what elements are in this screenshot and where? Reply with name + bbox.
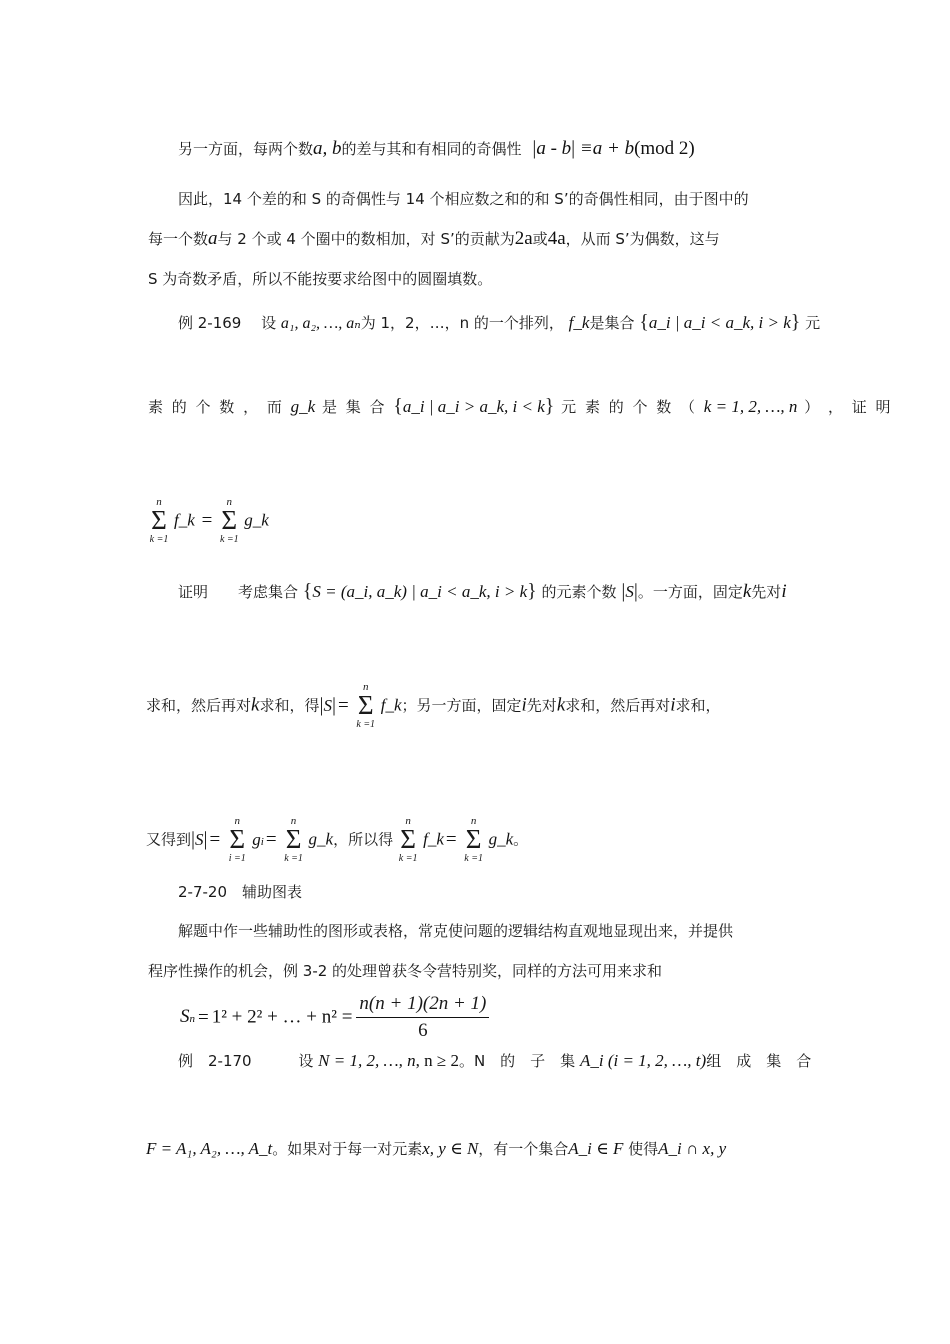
text-fragment: 元 [805,314,821,332]
math-f-k: f_k [568,313,590,332]
text-fragment: 求和，然后再对 [565,696,671,715]
example-label: 例 2-170 [178,1052,252,1070]
math-abs-S: |S| [621,580,638,602]
math-a-b: a, b [313,138,342,159]
math-f-k: f_k [380,695,402,715]
math-set-S: {S = (a_i, a_k) | a_i < a_k, i > k} [302,580,537,602]
text-fragment: 元 素 的 个 数 （ [561,398,698,416]
sum-upper: n [405,815,411,827]
sum-upper: n [226,496,233,508]
math-S: S [195,829,204,849]
text-fragment: 使得 [628,1140,659,1158]
text-fragment: 是集合 [589,314,635,332]
proof-label: 证明 考虑集合 [178,583,299,601]
text-fragment: ，有一个集合 [478,1140,569,1158]
text-fragment: 设 [298,1052,314,1070]
math-A-i: A_i (i = 1, 2, …, t) [579,1051,707,1070]
summation: n Σ k =1 [395,815,421,865]
equation-sum-f-eq-sum-g: n Σ k =1 f_k = n Σ k =1 g_k [144,496,269,546]
math-g-k: g_k [290,397,316,416]
summation: n Σ k =1 [281,815,307,865]
sum-lower: k =1 [464,853,483,864]
math-2a: 2a [514,228,533,249]
math-set-g: {a_i | a_i > a_k, i < k} [393,395,555,417]
equation-sum-of-squares: Sn = 1² + 2² + … + n² = $\frac{n(n + 1)(2n + 1)}{6}$ [180,993,493,1042]
text-line: 解题中作一些辅助性的图形或表格，常克使问题的逻辑结构直观地显现出来，并提供 [178,922,734,940]
math-g-k: g_k [244,510,269,530]
math-abs-S: |S| [319,693,336,716]
math-k-range: k = 1, 2, …, n [703,397,798,416]
fraction [356,993,489,1042]
math-set-g-body: a_i | a_i > a_k, i < k [402,397,545,416]
math-S: S [625,582,634,601]
text-fragment: ，所以得 [333,830,394,849]
math-k: k [742,581,752,602]
text-fragment: 。一方面，固定 [637,583,743,601]
proof-line: 求和，然后再对k求和，得|S| = n Σ k =1 f_k；另一方面，固定i先对k求和，然后再对i求和， [146,681,721,730]
text-line [146,1139,726,1159]
math-i: i [781,581,787,602]
text-line: 程序性操作的机会，例 3-2 的处理曾获冬令营特别奖，同样的方法可用来求和 [148,962,663,980]
text-fragment: 的元素个数 [541,583,617,601]
sum-upper: n [362,681,369,693]
math-N-body: N = 1, 2, …, n [318,1051,416,1070]
summation: n Σ k =1 [461,815,487,865]
sum-upper: n [234,815,241,827]
sum-lower: i =1 [228,853,246,864]
text-line [148,396,893,417]
sum-upper: n [290,815,297,827]
math-F-def [146,1139,272,1158]
text-fragment: 又得到 [146,830,192,849]
example-2-170-line [178,1051,811,1071]
math-N-def [318,1051,459,1070]
math-F-body: F = A₁, A₂, …, A_t [146,1139,273,1158]
text-fragment: 素 的 个 数 ， 而 [148,398,284,416]
math-a-minus-b: a - b [536,138,572,159]
math-Ai-cap-xy: A_i ∩ x, y [658,1139,727,1158]
example-2-169-line [178,312,820,334]
text-fragment: 求和，得 [259,696,320,715]
proof-line: 又得到|S| = n Σ i =1 gi = n Σ k =1 g_k，所以得 n Σ k =1 f_k = n Σ k =1 g_k。 [146,815,529,864]
math-mod: (mod 2) [634,138,695,159]
sum-lower: k =1 [356,719,376,730]
math-n-ge-2: , n ≥ 2 [415,1051,459,1070]
math-i: i [521,694,527,716]
math-4a: 4a [547,228,566,249]
text-fragment: 或 [532,230,548,248]
math-congruent: ≡a + b [575,138,635,159]
text-fragment: 另一方面，每两个数 [178,140,314,158]
example-label: 例 2-169 设 [178,314,277,332]
text-fragment: 先对 [751,583,782,601]
math-i: i [670,694,676,716]
sum-lower: k =1 [284,853,303,864]
sum-upper: n [470,815,477,827]
math-Ai-in-F: A_i ∈ F [568,1139,624,1158]
summation: n Σ i =1 [224,815,250,865]
sum-upper: n [156,496,162,508]
math-set-S-body: S = (a_i, a_k) | a_i < a_k, i > k [312,582,528,601]
math-S: S [323,695,332,715]
math-f-k: f_k [423,829,444,849]
text-fragment: 与 2 个或 4 个圈中的数相加，对 S’的贡献为 [217,230,515,248]
math-parity-congruence: |a - b| ≡a + b(mod 2) [532,137,695,159]
fraction-denominator: 6 [418,1020,428,1041]
math-xy-in-N: x, y ∈ N [422,1139,479,1158]
math-abs-S: |S| [191,827,208,850]
math-set-f: {a_i | a_i < a_k, i > k} [639,311,801,333]
math-g-k: g_k [488,829,514,849]
math-a: a [208,228,218,249]
math-permutation: a₁, a₂, …, aₙ [280,315,361,332]
math-k: k [251,694,260,716]
fraction-numerator: n(n + 1)(2n + 1) [356,993,489,1018]
math-k: k [556,694,566,716]
text-line [148,229,720,249]
proof-line [178,581,787,602]
text-fragment: 的差与其和有相同的奇偶性 [341,140,522,158]
math-sum-squares: 1² + 2² + … + n² = [211,1006,353,1028]
text-fragment: 组 成 集 合 [706,1052,812,1070]
text-fragment: ；另一方面，固定 [401,696,522,715]
summation: n Σ k =1 [216,496,242,546]
math-f-k: f_k [174,510,195,530]
text-line-parity [178,138,695,159]
text-line: 因此，14 个差的和 S 的奇偶性与 14 个相应数之和的和 S’的奇偶性相同，由于图中的 [178,190,749,208]
summation: n Σ k =1 [353,681,379,731]
sum-lower: k =1 [398,853,418,864]
text-line: S 为奇数矛盾，所以不能按要求给图中的圆圈填数。 [148,270,493,288]
text-fragment: 为 1，2，…，n 的一个排列， [360,314,564,332]
text-fragment: 。N 的 子 集 [458,1052,576,1070]
math-g-k: g_k [308,829,334,849]
text-fragment: ，从而 S’为偶数，这与 [565,230,720,248]
text-fragment: 。如果对于每一对元素 [272,1140,423,1158]
section-heading: 2-7-20 辅助图表 [178,883,302,901]
sum-lower: k =1 [149,534,169,545]
text-fragment: 每一个数 [148,230,209,248]
text-fragment: 求和， [675,696,721,715]
text-fragment: 先对 [526,696,557,715]
text-fragment: 是 集 合 [321,398,387,416]
summation: n Σ k =1 [146,496,172,546]
math-set-f-body: a_i | a_i < a_k, i > k [648,313,791,332]
text-fragment: 求和，然后再对 [146,696,252,715]
text-fragment: ） ， 证 明 [804,398,893,416]
text-fragment: 。 [513,830,529,849]
sum-lower: k =1 [219,534,239,545]
